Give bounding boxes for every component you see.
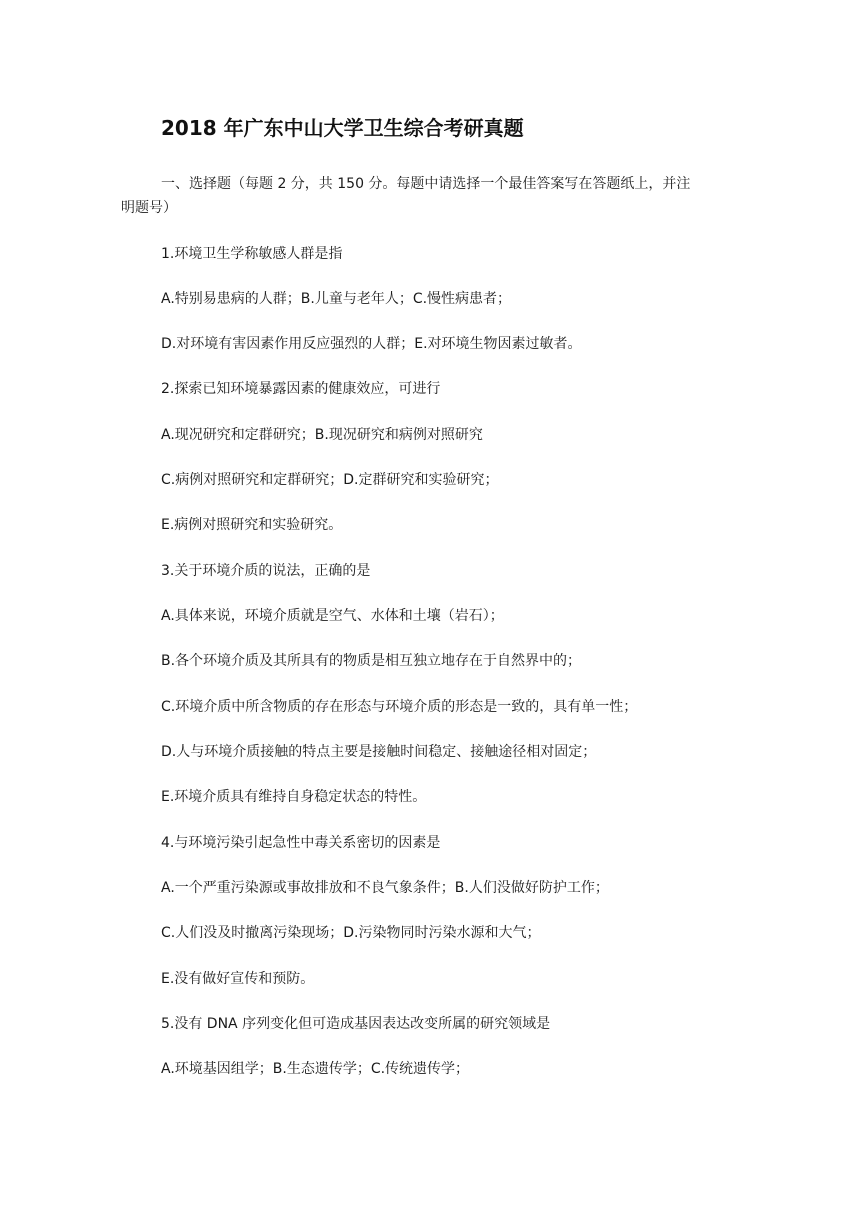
intro-line-1: 一、选择题（每题 2 分，共 150 分。每题中请选择一个最佳答案写在答题纸上，并注 xyxy=(161,176,691,192)
question-4-stem: 4.与环境污染引起急性中毒关系密切的因素是 xyxy=(161,835,441,851)
intro-line-2: 明题号） xyxy=(121,200,177,216)
question-4-options-a-b: A.一个严重污染源或事故排放和不良气象条件；B.人们没做好防护工作； xyxy=(161,880,609,896)
question-1-stem: 1.环境卫生学称敏感人群是指 xyxy=(161,246,343,262)
question-2-options-a-b: A.现况研究和定群研究；B.现况研究和病例对照研究 xyxy=(161,427,483,443)
question-3-option-e: E.环境介质具有维持自身稳定状态的特性。 xyxy=(161,789,427,805)
question-3-option-c: C.环境介质中所含物质的存在形态与环境介质的形态是一致的，具有单一性； xyxy=(161,699,638,715)
question-1-options-a-c: A.特别易患病的人群；B.儿童与老年人；C.慢性病患者； xyxy=(161,291,512,307)
question-2-stem: 2.探索已知环境暴露因素的健康效应，可进行 xyxy=(161,381,441,397)
question-3-option-d: D.人与环境介质接触的特点主要是接触时间稳定、接触途径相对固定； xyxy=(161,744,597,760)
question-3-stem: 3.关于环境介质的说法，正确的是 xyxy=(161,563,371,579)
question-3-option-b: B.各个环境介质及其所具有的物质是相互独立地存在于自然界中的； xyxy=(161,653,582,669)
question-2-option-e: E.病例对照研究和实验研究。 xyxy=(161,517,343,533)
section-intro xyxy=(121,172,741,220)
question-4-options-c-d: C.人们没及时撤离污染现场；D.污染物同时污染水源和大气； xyxy=(161,925,541,941)
question-3-option-a: A.具体来说，环境介质就是空气、水体和土壤（岩石）； xyxy=(161,608,504,624)
question-2-options-c-d: C.病例对照研究和定群研究；D.定群研究和实验研究； xyxy=(161,472,499,488)
question-5-options-a-c: A.环境基因组学；B.生态遗传学；C.传统遗传学； xyxy=(161,1061,470,1077)
page-title: 2018 年广东中山大学卫生综合考研真题 xyxy=(161,116,524,140)
question-5-stem: 5.没有 DNA 序列变化但可造成基因表达改变所属的研究领域是 xyxy=(161,1016,551,1032)
question-4-option-e: E.没有做好宣传和预防。 xyxy=(161,971,315,987)
question-1-options-d-e: D.对环境有害因素作用反应强烈的人群；E.对环境生物因素过敏者。 xyxy=(161,336,582,352)
